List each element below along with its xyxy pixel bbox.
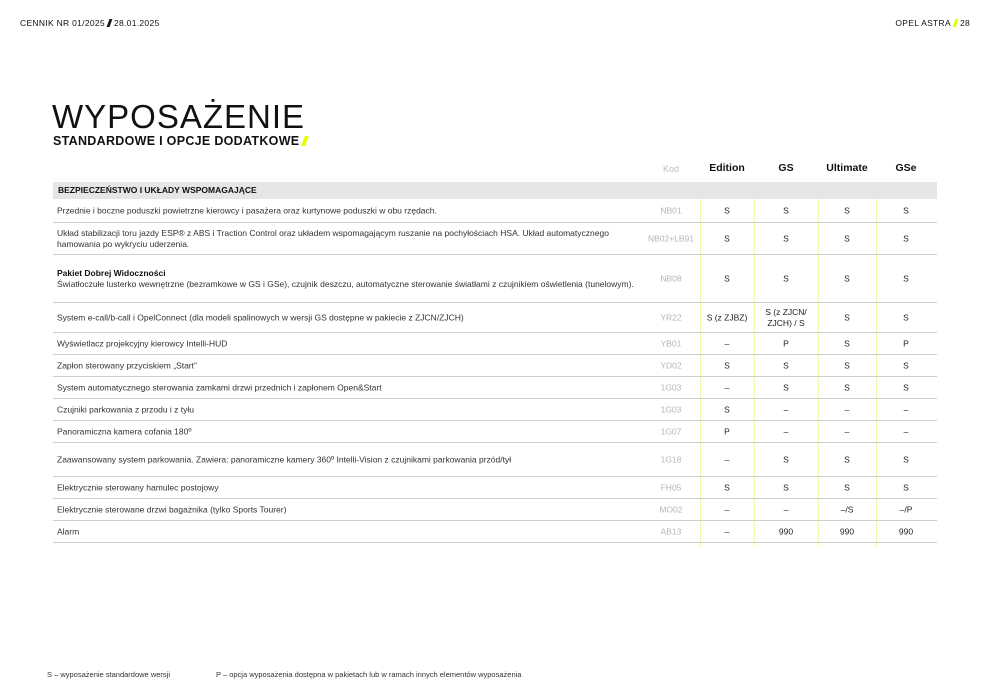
cell-ultimate: – [844, 404, 850, 414]
row-description-text: Elektrycznie sterowane drzwi bagażnika (tylko Sports Tourer) [57, 504, 287, 514]
cell-gs: S [783, 454, 789, 464]
cell-edition: S [724, 233, 730, 243]
table-row [53, 199, 937, 223]
cell-gse: S [903, 360, 909, 370]
cell-gs: S [783, 273, 789, 283]
column-header-gs: GS [778, 162, 794, 174]
cell-gs: S [783, 482, 789, 492]
cell-gse: S [903, 273, 909, 283]
cell-gs: S [783, 360, 789, 370]
legend-standard: S – wyposażenie standardowe wersji [47, 670, 170, 679]
slash-icon [952, 19, 958, 27]
cell-gse: – [903, 404, 909, 414]
cell-gse: S [903, 454, 909, 464]
row-description-text: Światłoczułe lusterko wewnętrzne (bezramkowe w GS i GSe), czujnik deszczu, automatyczne sterowanie światłami z czujnikiem oświetlenia (tunelowym). [57, 278, 634, 289]
table-row [53, 399, 937, 421]
cell-gse: S [903, 482, 909, 492]
table-row [53, 255, 937, 303]
cell-ultimate: S [844, 273, 850, 283]
row-description-text: System e-call/b-call i OpelConnect (dla modeli spalinowych w wersji GS dostępne w pakiecie z ZJCN/ZJCH) [57, 312, 464, 322]
table-row [53, 303, 937, 333]
row-description-text: Przednie i boczne poduszki powietrzne kierowcy i pasażera oraz kurtynowe poduszki w obu rzędach. [57, 205, 437, 215]
cell-ultimate: S [844, 360, 850, 370]
cell-ultimate: –/S [840, 504, 854, 514]
cell-gs: – [783, 426, 789, 436]
table-row [53, 223, 937, 255]
cell-edition: P [724, 426, 730, 436]
slash-icon [106, 19, 112, 27]
cell-gs: – [783, 504, 789, 514]
cell-kod: YR22 [660, 312, 682, 322]
cell-kod: YD02 [660, 360, 682, 370]
page-subtitle [53, 134, 310, 148]
subtitle-text: STANDARDOWE I OPCJE DODATKOWE [53, 134, 300, 148]
row-description [57, 338, 647, 349]
cell-kod: NB02+LB91 [647, 233, 695, 243]
cell-gs: S (z ZJCN/ ZJCH) / S [765, 306, 807, 328]
row-package-name: Pakiet Dobrej Widoczności [57, 267, 166, 278]
cell-edition: – [724, 526, 730, 536]
cell-edition: – [724, 504, 730, 514]
cell-edition: – [724, 382, 730, 392]
price-list-number: CENNIK NR 01/2025 [20, 18, 105, 28]
cell-gse: S [903, 205, 909, 215]
row-description-text: Czujniki parkowania z przodu i z tyłu [57, 404, 195, 414]
cell-edition: S [724, 360, 730, 370]
row-description [57, 228, 647, 250]
cell-gse: S [903, 312, 909, 322]
price-list-date: 28.01.2025 [113, 18, 160, 28]
row-description [57, 504, 647, 515]
section-header: BEZPIECZEŃSTWO I UKŁADY WSPOMAGAJĄCE [53, 182, 937, 199]
cell-gs: 990 [778, 526, 794, 536]
row-description [57, 360, 647, 371]
cell-gse: – [903, 426, 909, 436]
cell-gse: P [903, 338, 909, 348]
cell-ultimate: S [844, 382, 850, 392]
cell-ultimate: – [844, 426, 850, 436]
cell-edition: S (z ZJBZ) [706, 312, 748, 322]
column-header-edition: Edition [709, 162, 745, 174]
cell-gse: S [903, 382, 909, 392]
cell-kod: NB08 [660, 273, 682, 283]
cell-kod: YB01 [660, 338, 682, 348]
table-row [53, 377, 937, 399]
table-row [53, 421, 937, 443]
cell-ultimate: S [844, 482, 850, 492]
cell-ultimate: S [844, 233, 850, 243]
cell-edition: – [724, 454, 730, 464]
row-description [57, 426, 647, 437]
equipment-table [53, 158, 937, 543]
cell-gse: S [903, 233, 909, 243]
row-description-text: Zapłon sterowany przyciskiem „Start” [57, 360, 197, 370]
row-description [57, 404, 647, 415]
cell-ultimate: 990 [839, 526, 855, 536]
cell-edition: S [724, 205, 730, 215]
model-name: OPEL ASTRA [895, 18, 951, 28]
header-left [20, 18, 160, 28]
row-description [57, 312, 647, 323]
row-description [57, 205, 647, 216]
cell-gs: S [783, 205, 789, 215]
cell-edition: – [724, 338, 730, 348]
cell-ultimate: S [844, 205, 850, 215]
cell-kod: 1G03 [660, 382, 682, 392]
cell-gs: S [783, 382, 789, 392]
cell-gs: S [783, 233, 789, 243]
cell-kod: FH05 [660, 482, 682, 492]
cell-gse: 990 [898, 526, 914, 536]
table-row [53, 477, 937, 499]
row-description-text: Wyświetlacz projekcyjny kierowcy Intelli-HUD [57, 338, 228, 348]
cell-kod: 1G07 [660, 426, 682, 436]
cell-kod: MO02 [659, 504, 683, 514]
cell-kod: NB01 [660, 205, 682, 215]
table-row [53, 443, 937, 477]
header-right [895, 18, 970, 28]
cell-ultimate: S [844, 338, 850, 348]
row-description [57, 382, 647, 393]
cell-ultimate: S [844, 454, 850, 464]
row-description [57, 454, 647, 465]
row-description-text: System automatycznego sterowania zamkami drzwi przednich i zapłonem Open&Start [57, 382, 382, 392]
row-description-text: Zaawansowany system parkowania. Zawiera: panoramiczne kamery 360º Intelli-Vision z czujnikami parkowania przód/tył [57, 454, 512, 464]
table-body [53, 199, 937, 543]
table-row [53, 333, 937, 355]
page-title: WYPOSAŻENIE [52, 98, 306, 135]
cell-kod: 1G03 [660, 404, 682, 414]
table-header [53, 158, 937, 182]
cell-kod: AB13 [660, 526, 682, 536]
row-description-text: Panoramiczna kamera cofania 180º [57, 426, 192, 436]
cell-gs: P [783, 338, 789, 348]
cell-gse: –/P [899, 504, 913, 514]
cell-edition: S [724, 404, 730, 414]
legend-package: P – opcja wyposażenia dostępna w pakietach lub w ramach innych elementów wyposażenia [216, 670, 522, 679]
row-description [57, 268, 647, 290]
table-row [53, 499, 937, 521]
row-description-text: Elektrycznie sterowany hamulec postojowy [57, 482, 219, 492]
cell-gs: – [783, 404, 789, 414]
cell-kod: 1G18 [660, 454, 682, 464]
cell-ultimate: S [844, 312, 850, 322]
table-row [53, 521, 937, 543]
cell-edition: S [724, 482, 730, 492]
row-description [57, 526, 647, 537]
row-description-text: Alarm [57, 526, 80, 536]
column-header-ultimate: Ultimate [826, 162, 868, 174]
slash-icon [302, 136, 310, 146]
cell-edition: S [724, 273, 730, 283]
column-header-gse: GSe [895, 162, 917, 174]
row-description-text: Układ stabilizacji toru jazdy ESP® z ABS i Traction Control oraz układem wspomagającym ruszanie na pochyłościach HSA. Układ automatycznego hamowania po wykryciu uderzenia. [57, 227, 609, 249]
table-row [53, 355, 937, 377]
row-description [57, 482, 647, 493]
page-number: 28 [959, 18, 970, 28]
column-header-kod: Kod [662, 164, 679, 174]
